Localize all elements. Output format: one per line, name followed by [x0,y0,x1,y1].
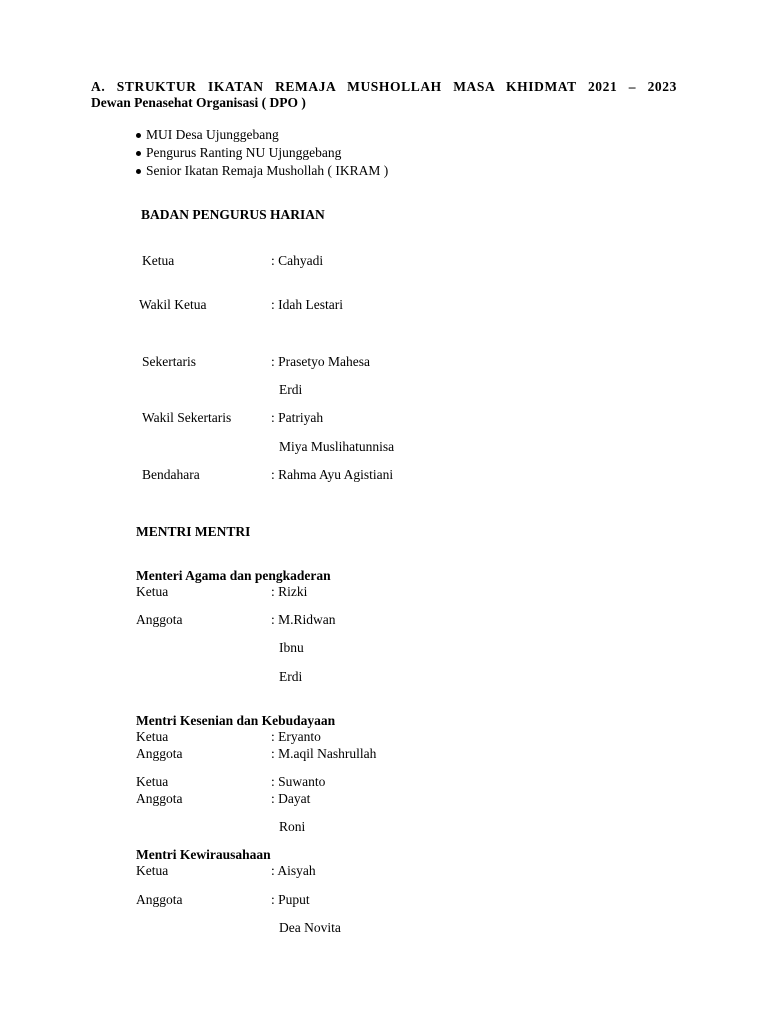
role-label: Ketua [142,253,175,268]
role-label: Anggota [136,746,183,761]
list-item: Pengurus Ranting NU Ujunggebang [146,145,342,160]
member-name: : Dayat [271,791,311,806]
role-label: Sekertaris [142,354,196,369]
member-name: : Idah Lestari [271,297,343,312]
list-item: Senior Ikatan Remaja Mushollah ( IKRAM ) [146,163,389,178]
role-label: Bendahara [142,467,200,482]
section-title: Mentri Kewirausahaan [136,847,271,862]
role-label: Ketua [136,584,169,599]
document-title: A. STRUKTUR IKATAN REMAJA MUSHOLLAH MASA KHIDMAT 2021 – 2023 [91,79,677,94]
member-name: Roni [279,819,306,834]
role-label: Ketua [136,729,169,744]
section-title: Mentri Kesenian dan Kebudayaan [136,713,336,728]
role-label: Anggota [136,791,183,806]
member-name: Miya Muslihatunnisa [279,439,395,454]
member-name: : Rahma Ayu Agistiani [271,467,394,482]
member-name: Erdi [279,382,303,397]
member-name: : Suwanto [271,774,326,789]
list-item: MUI Desa Ujunggebang [146,127,279,142]
member-name: : Puput [271,892,310,907]
member-name: Dea Novita [279,920,341,935]
member-name: : M.Ridwan [271,612,336,627]
member-name: : M.aqil Nashrullah [271,746,377,761]
member-name: Erdi [279,669,303,684]
member-name: : Cahyadi [271,253,324,268]
bullet-icon [136,133,141,138]
role-label: Ketua [136,863,169,878]
role-label: Anggota [136,892,183,907]
member-name: : Eryanto [271,729,321,744]
member-name: Ibnu [279,640,304,655]
bph-heading: BADAN PENGURUS HARIAN [141,207,325,222]
role-label: Anggota [136,612,183,627]
bullet-icon [136,169,141,174]
role-label: Ketua [136,774,169,789]
member-name: : Rizki [271,584,308,599]
member-name: : Aisyah [271,863,316,878]
role-label: Wakil Ketua [139,297,207,312]
section-title: Menteri Agama dan pengkaderan [136,568,331,583]
member-name: : Prasetyo Mahesa [271,354,370,369]
mentri-heading: MENTRI MENTRI [136,524,251,539]
role-label: Wakil Sekertaris [142,410,232,425]
bullet-icon [136,151,141,156]
dpo-heading: Dewan Penasehat Organisasi ( DPO ) [91,95,306,110]
member-name: : Patriyah [271,410,324,425]
